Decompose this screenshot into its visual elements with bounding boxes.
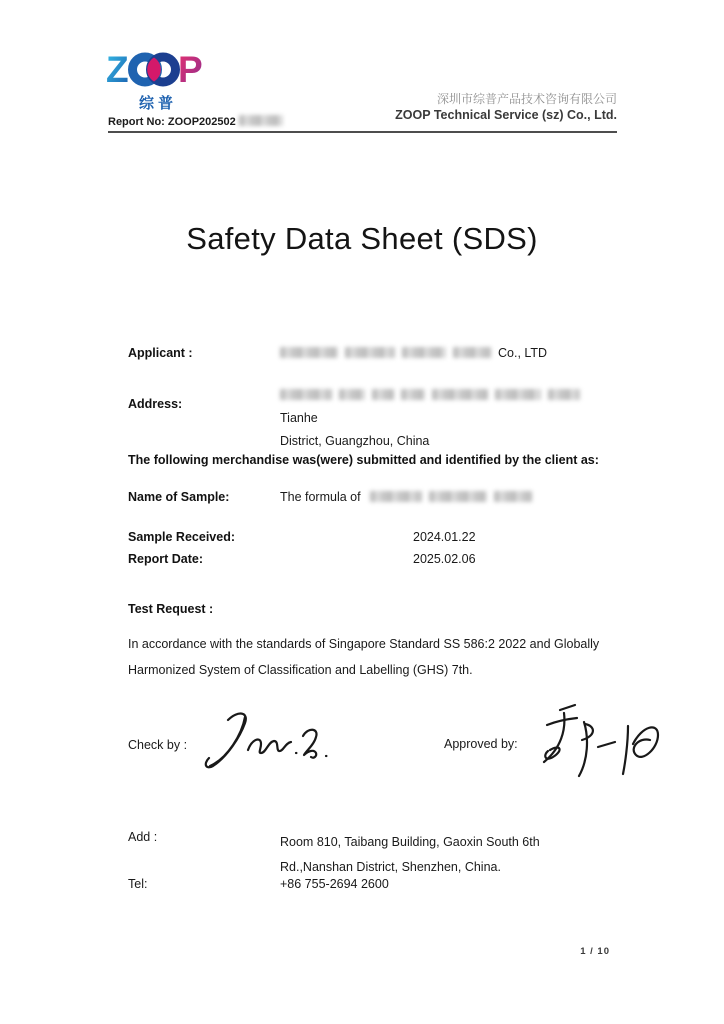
check-by-label: Check by :: [128, 738, 188, 752]
address-line2: District, Guangzhou, China: [280, 434, 430, 448]
footer-address-value: Room 810, Taibang Building, Gaoxin South 6th Rd.,Nanshan District, Shenzhen, China.: [280, 835, 540, 874]
footer-tel-label: Tel:: [128, 877, 148, 891]
redacted-text: [401, 389, 425, 400]
test-request-text: In accordance with the standards of Singapore Standard SS 586:2 2022 and Globally Harmonized System of Classification and Labelling (GHS) 7th.: [128, 637, 600, 677]
page-title: Safety Data Sheet (SDS): [186, 221, 538, 256]
address-value: [280, 384, 620, 453]
company-name-english: ZOOP Technical Service (sz) Co., Ltd.: [395, 108, 617, 122]
redacted-text: [370, 491, 422, 502]
svg-text:Z: Z: [106, 50, 129, 90]
report-date-label: Report Date:: [128, 552, 204, 566]
sample-name-visible-text: The formula of: [280, 490, 361, 504]
test-request-label: Test Request :: [128, 602, 214, 616]
redacted-text: [280, 347, 338, 358]
redacted-text: [494, 491, 532, 502]
report-date-value: 2025.02.06: [413, 552, 476, 566]
address-visible-text: Tianhe: [280, 411, 318, 425]
redacted-text: [453, 347, 491, 358]
sample-received-label: Sample Received:: [128, 530, 235, 544]
redacted-text: [495, 389, 541, 400]
zoop-logo: [106, 50, 210, 113]
company-names: [395, 91, 617, 123]
report-number-text: Report No: ZOOP202502: [108, 116, 236, 128]
redacted-text: [339, 389, 365, 400]
redacted-text: [429, 491, 487, 502]
sample-name-value: [280, 490, 536, 504]
footer-tel-value: +86 755-2694 2600: [280, 877, 389, 891]
applicant-label: Applicant :: [128, 346, 193, 360]
applicant-value: [280, 346, 547, 360]
zoop-logo-icon: [106, 50, 210, 90]
redacted-text: [239, 115, 283, 126]
address-label: Address:: [128, 397, 183, 411]
zoop-logo-subtext: 综普: [138, 95, 177, 112]
redacted-text: [548, 389, 580, 400]
sample-name-label: Name of Sample:: [128, 490, 230, 504]
redacted-text: [345, 347, 395, 358]
company-name-chinese: 深圳市综普产品技术咨询有限公司: [436, 92, 617, 106]
header-divider: [108, 131, 617, 133]
footer-address-label: Add :: [128, 830, 158, 844]
approved-by-signature: [530, 698, 672, 794]
redacted-text: [402, 347, 446, 358]
redacted-text: [280, 389, 332, 400]
report-number: [108, 115, 287, 128]
check-by-signature: [198, 706, 336, 780]
sample-received-value: 2024.01.22: [413, 530, 476, 544]
merchandise-statement: The following merchandise was(were) submitted and identified by the client as:: [128, 453, 599, 467]
applicant-visible-text: Co., LTD: [498, 346, 548, 360]
svg-text:P: P: [178, 50, 203, 90]
redacted-text: [372, 389, 394, 400]
approved-by-label: Approved by:: [444, 737, 518, 751]
page-number: 1 / 10: [580, 946, 610, 957]
redacted-text: [432, 389, 488, 400]
